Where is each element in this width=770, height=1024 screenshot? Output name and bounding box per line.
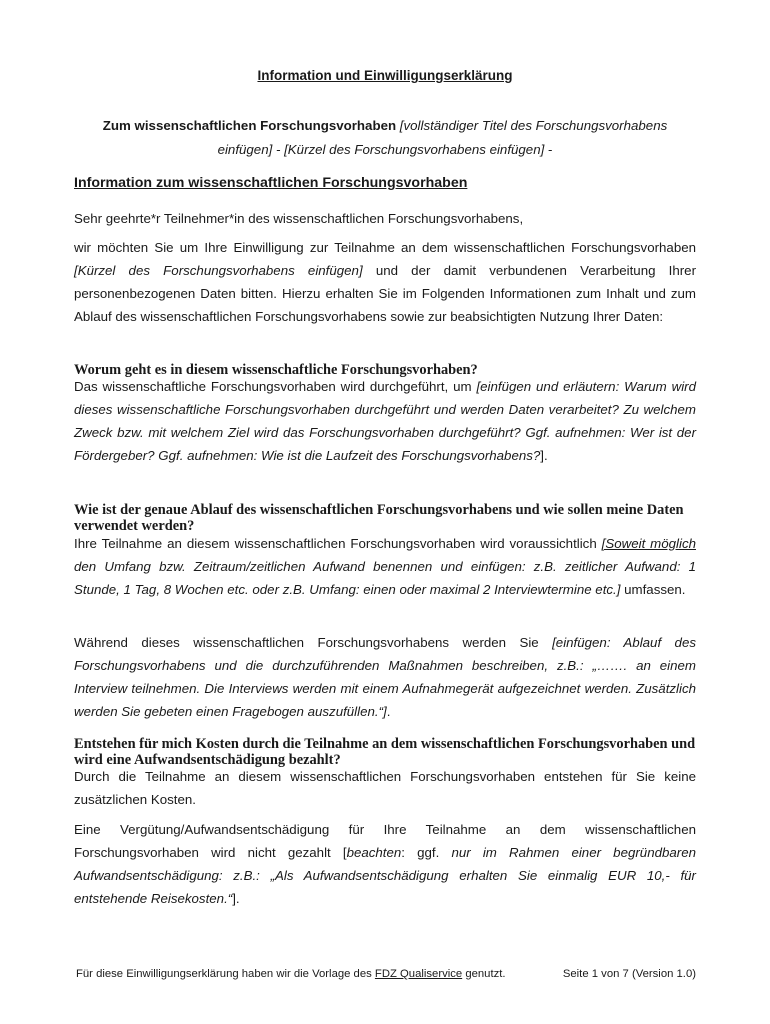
project-subtitle xyxy=(75,114,695,162)
fdz-qualiservice-link[interactable]: FDZ Qualiservice xyxy=(374,968,463,980)
q2-p2-text-a: Während dieses wissenschaftlichen Forschungsvorhabens werden Sie xyxy=(74,635,553,650)
greeting: Sehr geehrte*r Teilnehmer*in des wissenschaftlichen Forschungsvorhabens, xyxy=(74,211,524,226)
footer-text-b: genutzt. xyxy=(462,968,506,980)
question-3-heading: Entstehen für mich Kosten durch die Teilnahme an dem wissenschaftlichen Forschungsvorhaben und wird eine Aufwandsentschädigung bezahlt? xyxy=(74,736,696,768)
q1-text-b: ]. xyxy=(540,448,548,463)
question-3-costs: Durch die Teilnahme an diesem wissenschaftlichen Forschungsvorhaben entstehen für Sie keine zusätzlichen Kosten. xyxy=(74,769,696,807)
q3-p2-italic-2: nur im Rahmen einer begründbaren Aufwandsentschädigung: z.B.: „Als Aufwandsentschädigung erhalten Sie einmalig EUR 10,- für entstehende Reisekosten.“ xyxy=(74,845,696,906)
q2-text-a: Ihre Teilnahme an diesem wissenschaftlichen Forschungsvorhaben wird voraussichtlich xyxy=(74,536,602,551)
q3-p2-text-a: Eine Vergütung/Aufwandsentschädigung für Ihre Teilnahme an dem wissenschaftlichen Forschungsvorhaben wird nicht gezahlt [ xyxy=(74,822,696,860)
intro-paragraph xyxy=(74,236,696,328)
q1-placeholder: [einfügen und erläutern: Warum wird dieses wissenschaftliche Forschungsvorhaben durchgeführt und werden Daten verarbeitet? Zu welchem Zweck bzw. mit welchem Ziel wird das Forschungsvorhaben durchgeführt? Ggf. aufnehmen: Wer ist der Fördergeber? Ggf. aufnehmen: Wie ist die Laufzeit des Forschungsvorhabens? xyxy=(74,379,696,463)
q3-p2-text-c: ]. xyxy=(232,891,240,906)
question-1-answer xyxy=(74,375,696,467)
q3-p2-text-b: : ggf. xyxy=(401,845,452,860)
question-3-compensation xyxy=(74,818,696,910)
q1-text-a: Das wissenschaftliche Forschungsvorhaben wird durchgeführt, um xyxy=(74,379,477,394)
q2-text-b: umfassen. xyxy=(620,582,686,597)
subtitle-placeholder: [vollständiger Titel des Forschungsvorhabens einfügen] - [Kürzel des Forschungsvorhabens einfügen] xyxy=(217,118,668,157)
intro-text-b: und der damit verbundenen Verarbeitung Ihrer personenbezogenen Daten bitten. Hierzu erhalten Sie im Folgenden Informationen zum Inhalt und zum Ablauf des wissenschaftlichen Forschungsvorhabens sowie zur beabsichtigten Nutzung Ihrer Daten: xyxy=(74,263,696,324)
intro-placeholder: [Kürzel des Forschungsvorhabens einfügen] xyxy=(74,263,363,278)
footer-note xyxy=(76,968,506,980)
question-1-heading: Worum geht es in diesem wissenschaftliche Forschungsvorhaben? xyxy=(74,362,478,378)
document-title: Information und Einwilligungserklärung xyxy=(257,68,513,83)
q3-p2-italic-1: beachten xyxy=(346,845,402,860)
question-2-answer xyxy=(74,532,696,601)
q2-placeholder: den Umfang bzw. Zeitraum/zeitlichen Aufwand benennen und einfügen: z.B. zeitlicher Aufwand: 1 Stunde, 1 Tag, 8 Wochen etc. oder z.B. Umfang: einen oder maximal 2 Interviewtermine etc.] xyxy=(74,559,696,597)
question-2-heading: Wie ist der genaue Ablauf des wissenschaftlichen Forschungsvorhabens und wie sollen meine Daten verwendet werden? xyxy=(74,502,684,534)
q2-p2-placeholder: [einfügen: Ablauf des Forschungsvorhabens und die durchzuführenden Maßnahmen beschreiben, z.B.: „……. an einem Interview teilnehmen. Die Interviews werden mit einem Aufnahmegerät aufgezeichnet werden. Zusätzlich werden Sie gebeten einen Fragebogen auszufüllen.“] xyxy=(74,635,696,719)
subtitle-tail: - xyxy=(544,142,553,157)
footer-text-a: Für diese Einwilligungserklärung haben wir die Vorlage des xyxy=(76,968,375,980)
q2-underlined-placeholder: [Soweit möglich xyxy=(601,536,696,551)
page-number: Seite 1 von 7 (Version 1.0) xyxy=(562,968,696,980)
subtitle-bold: Zum wissenschaftlichen Forschungsvorhaben xyxy=(102,118,397,133)
q2-p2-text-b: . xyxy=(386,704,391,719)
section-heading: Information zum wissenschaftlichen Forschungsvorhaben xyxy=(74,175,468,191)
question-2-procedure xyxy=(74,631,696,723)
intro-text-a: wir möchten Sie um Ihre Einwilligung zur Teilnahme an dem wissenschaftlichen Forschungsvorhaben xyxy=(74,240,696,255)
